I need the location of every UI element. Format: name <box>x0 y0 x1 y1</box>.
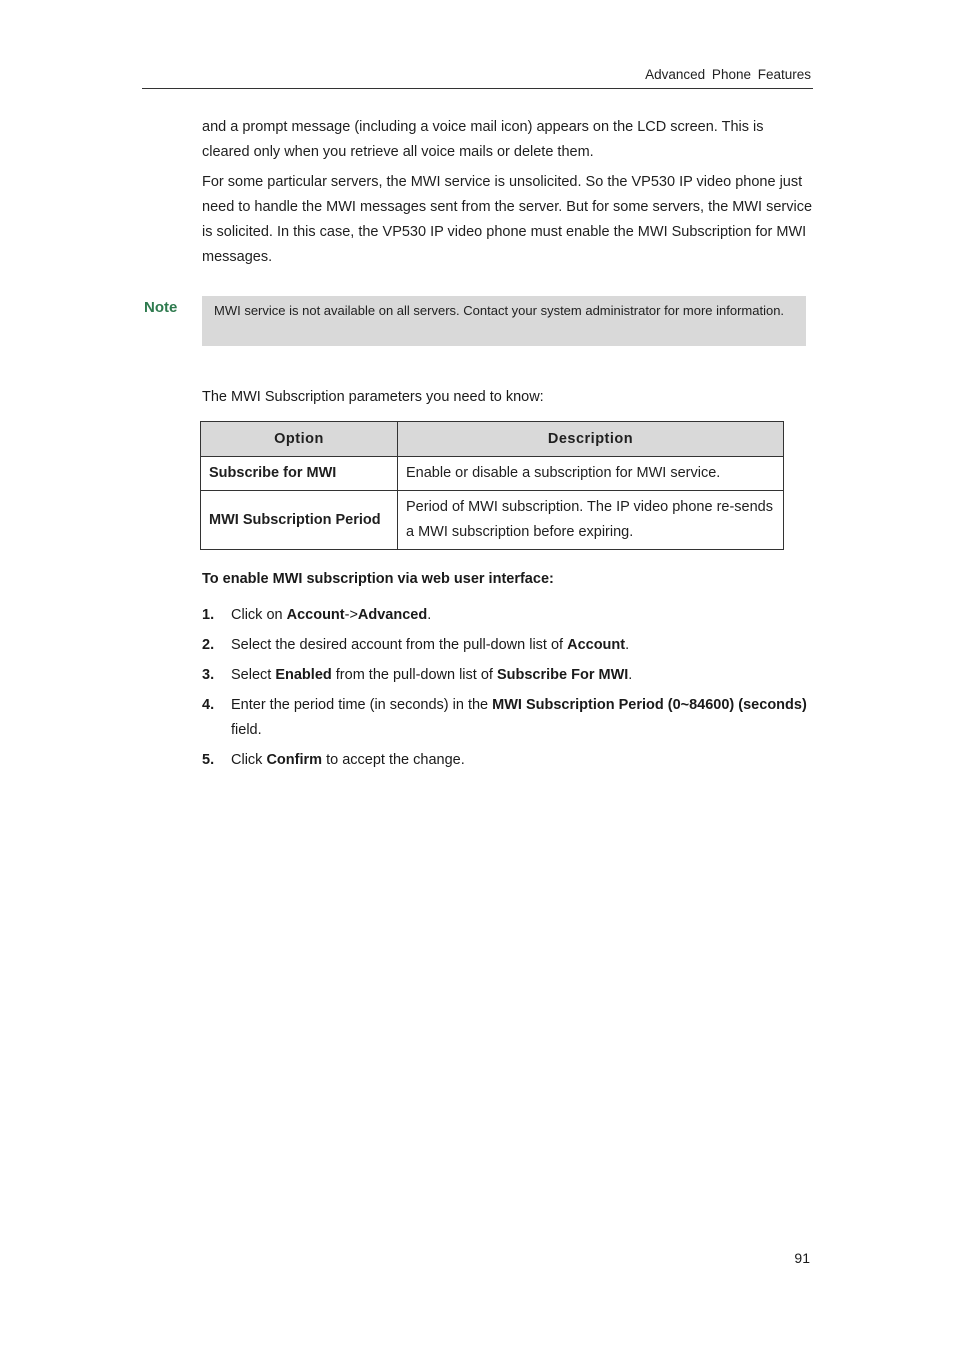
option-cell: MWI Subscription Period <box>201 491 398 550</box>
step-number: 1. <box>202 607 215 623</box>
step-text: . <box>427 607 432 623</box>
list-item <box>202 748 814 773</box>
option-cell: Subscribe for MWI <box>201 457 398 491</box>
running-header: Advanced Phone Features <box>645 67 811 82</box>
note-label: Note <box>144 299 178 316</box>
table-intro: The MWI Subscription parameters you need to know: <box>202 389 544 405</box>
step-text: -> <box>344 607 358 623</box>
list-item <box>202 603 814 628</box>
list-item <box>202 633 814 658</box>
table-row <box>201 491 784 550</box>
step-text: Click <box>231 752 267 768</box>
procedure-steps <box>202 603 814 778</box>
step-ui-term: Account <box>567 637 626 653</box>
step-number: 4. <box>202 697 215 713</box>
list-item <box>202 693 814 743</box>
procedure-title: To enable MWI subscription via web user interface: <box>202 571 554 587</box>
step-text: to accept the change. <box>322 752 465 768</box>
step-ui-term: Enabled <box>275 667 332 683</box>
note-text: MWI service is not available on all servers. Contact your system administrator for more information. <box>214 303 785 318</box>
step-text: Select the desired account from the pull-down list of <box>231 637 568 653</box>
paragraph-mwi-service: For some particular servers, the MWI service is unsolicited. So the VP530 IP video phone just need to handle the MWI messages sent from the server. But for some servers, the MWI service is solicited. In this case, the VP530 IP video phone must enable the MWI Subscription for MWI messages. <box>202 174 813 265</box>
note-box <box>202 296 806 346</box>
step-ui-term: MWI Subscription Period (0~84600) (seconds) <box>492 697 807 713</box>
column-header-description: Description <box>398 422 784 457</box>
step-ui-term: Advanced <box>357 607 428 623</box>
mwi-parameters-table <box>200 421 784 550</box>
step-ui-term: Account <box>286 607 345 623</box>
paragraph-lcd-prompt: and a prompt message (including a voice mail icon) appears on the LCD screen. This is cleared only when you retrieve all voice mails or delete them. <box>202 119 764 160</box>
table-row <box>201 457 784 491</box>
step-number: 5. <box>202 752 215 768</box>
step-number: 3. <box>202 667 215 683</box>
step-text: Enter the period time (in seconds) in the <box>231 697 493 713</box>
step-text: field. <box>231 722 262 738</box>
step-text: . <box>625 637 630 653</box>
description-cell: Period of MWI subscription. The IP video phone re-sends a MWI subscription before expiring. <box>398 491 784 550</box>
description-cell: Enable or disable a subscription for MWI service. <box>398 457 784 491</box>
header-rule <box>142 88 813 89</box>
step-ui-term: Confirm <box>266 752 323 768</box>
step-text: . <box>628 667 633 683</box>
page-number: 91 <box>794 1250 810 1266</box>
table-header-row <box>201 422 784 457</box>
list-item <box>202 663 814 688</box>
step-text: Click on <box>231 607 287 623</box>
step-ui-term: Subscribe For MWI <box>496 667 629 683</box>
column-header-option: Option <box>201 422 398 457</box>
step-text: from the pull-down list of <box>331 667 497 683</box>
step-text: Select <box>231 667 276 683</box>
step-number: 2. <box>202 637 215 653</box>
